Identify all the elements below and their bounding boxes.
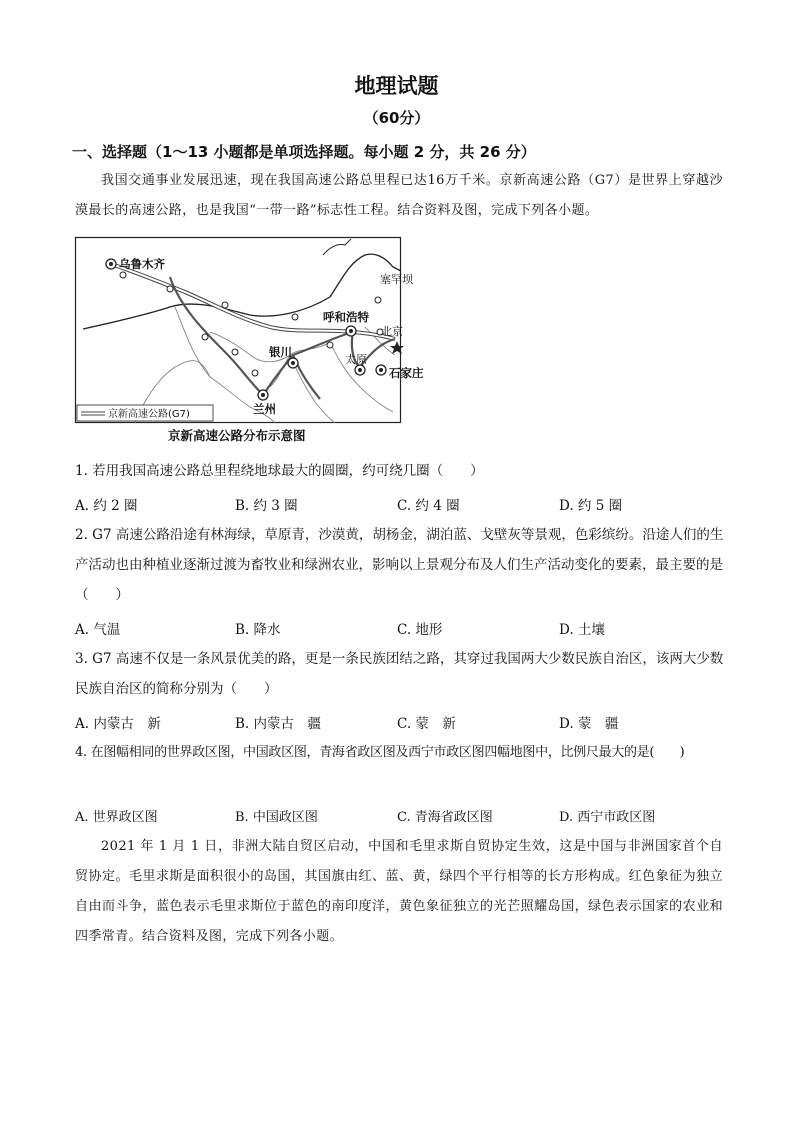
g7-route-map bbox=[75, 237, 424, 423]
yinchuan-marker bbox=[288, 358, 298, 368]
option-d[interactable]: D. 土壤 bbox=[559, 622, 605, 638]
lanzhou-marker bbox=[258, 390, 268, 400]
legend-label: 京新高速公路(G7) bbox=[108, 409, 190, 420]
city-dot bbox=[252, 370, 258, 376]
city-dot bbox=[202, 334, 208, 340]
option-c[interactable]: C. 地形 bbox=[397, 622, 443, 638]
city-dot bbox=[375, 297, 381, 303]
label-hohhot: 呼和浩特 bbox=[323, 310, 369, 324]
option-c[interactable]: C. 青海省政区图 bbox=[397, 810, 493, 825]
label-yinchuan: 银川 bbox=[269, 345, 292, 359]
label-lanzhou: 兰州 bbox=[253, 402, 276, 416]
question-2-options bbox=[75, 618, 725, 640]
option-a[interactable]: A. 气温 bbox=[75, 622, 121, 638]
section-heading: 一、选择题（1～13 小题都是单项选择题。每小题 2 分，共 26 分） bbox=[72, 143, 536, 161]
city-dot bbox=[232, 349, 238, 355]
map-legend bbox=[77, 405, 213, 421]
taiyuan-marker bbox=[355, 365, 365, 375]
hohhot-marker bbox=[346, 326, 356, 336]
question-4-options bbox=[75, 806, 725, 828]
question-4-stem: 4. 在图幅相同的世界政区图，中国政区图，青海省政区图及西宁市政区图四幅地图中，比例尺最大的是( ) bbox=[75, 745, 685, 760]
intro-paragraph-1: 我国交通事业发展迅速，现在我国高速公路总里程已达16万千米。京新高速公路（G7）是世界上穿越沙漠最长的高速公路，也是我国“一带一路”标志性工程。结合资料及图，完成下列各小题。 bbox=[75, 173, 723, 218]
option-b[interactable]: B. 内蒙古 疆 bbox=[235, 716, 322, 732]
option-b[interactable]: B. 中国政区图 bbox=[235, 810, 318, 825]
urumqi-marker bbox=[106, 259, 116, 269]
label-beijing: 北京 bbox=[381, 325, 403, 338]
option-a[interactable]: A. 世界政区图 bbox=[75, 810, 158, 825]
question-1-options bbox=[75, 494, 725, 516]
option-a[interactable]: A. 内蒙古 新 bbox=[75, 716, 161, 732]
label-saihanba: 塞罕坝 bbox=[380, 273, 413, 286]
city-dot bbox=[222, 302, 228, 308]
option-b[interactable]: B. 降水 bbox=[235, 622, 281, 638]
option-d[interactable]: D. 西宁市政区图 bbox=[559, 810, 656, 825]
shijiazhuang-marker bbox=[376, 365, 386, 375]
page-title: 地理试题 bbox=[354, 74, 439, 98]
question-3-stem: 3. G7 高速不仅是一条风景优美的路，更是一条民族团结之路，其穿过我国两大少数民族自治区，该两大少数民族自治区的简称分别为（ ） bbox=[75, 651, 724, 697]
city-dot bbox=[167, 286, 173, 292]
label-shijiazhuang: 石家庄 bbox=[389, 366, 424, 380]
option-d[interactable]: D. 蒙 疆 bbox=[559, 716, 619, 732]
option-d[interactable]: D. 约 5 圈 bbox=[559, 498, 623, 514]
city-dot bbox=[120, 272, 126, 278]
city-dot bbox=[327, 342, 333, 348]
city-dot bbox=[292, 314, 298, 320]
question-1-stem: 1. 若用我国高速公路总里程绕地球最大的圆圈，约可绕几圈（ ） bbox=[75, 463, 484, 479]
map-caption: 京新高速公路分布示意图 bbox=[168, 428, 306, 443]
intro-paragraph-2: 2021 年 1 月 1 日，非洲大陆自贸区启动，中国和毛里求斯自贸协定生效，这是中国与非洲国家首个自贸协定。毛里求斯是面积很小的岛国，其国旗由红、蓝、黄，绿四个平行相等的长方形构成。红色象征为独立自由而斗争，蓝色表示毛里求斯位于蓝色的南印度洋，黄色象征独立的光芒照耀岛国，绿色表示国家的农业和四季常青。结合资料及图，完成下列各小题。 bbox=[75, 839, 723, 944]
total-score: （60分） bbox=[363, 109, 430, 127]
question-3-options bbox=[75, 712, 725, 734]
label-taiyuan: 太原 bbox=[345, 353, 367, 366]
option-c[interactable]: C. 蒙 新 bbox=[397, 716, 456, 732]
option-b[interactable]: B. 约 3 圈 bbox=[235, 498, 298, 514]
option-c[interactable]: C. 约 4 圈 bbox=[397, 498, 460, 514]
label-urumqi: 乌鲁木齐 bbox=[119, 257, 165, 271]
option-a[interactable]: A. 约 2 圈 bbox=[75, 498, 138, 514]
question-2-stem: 2. G7 高速公路沿途有林海绿，草原青，沙漠黄，胡杨金，湖泊蓝、戈壁灰等景观，色彩缤纷。沿途人们的生产活动也由种植业逐渐过渡为畜牧业和绿洲农业，影响以上景观分布及人们生产活动变化的要素，最主要的是（ ） bbox=[75, 527, 724, 603]
